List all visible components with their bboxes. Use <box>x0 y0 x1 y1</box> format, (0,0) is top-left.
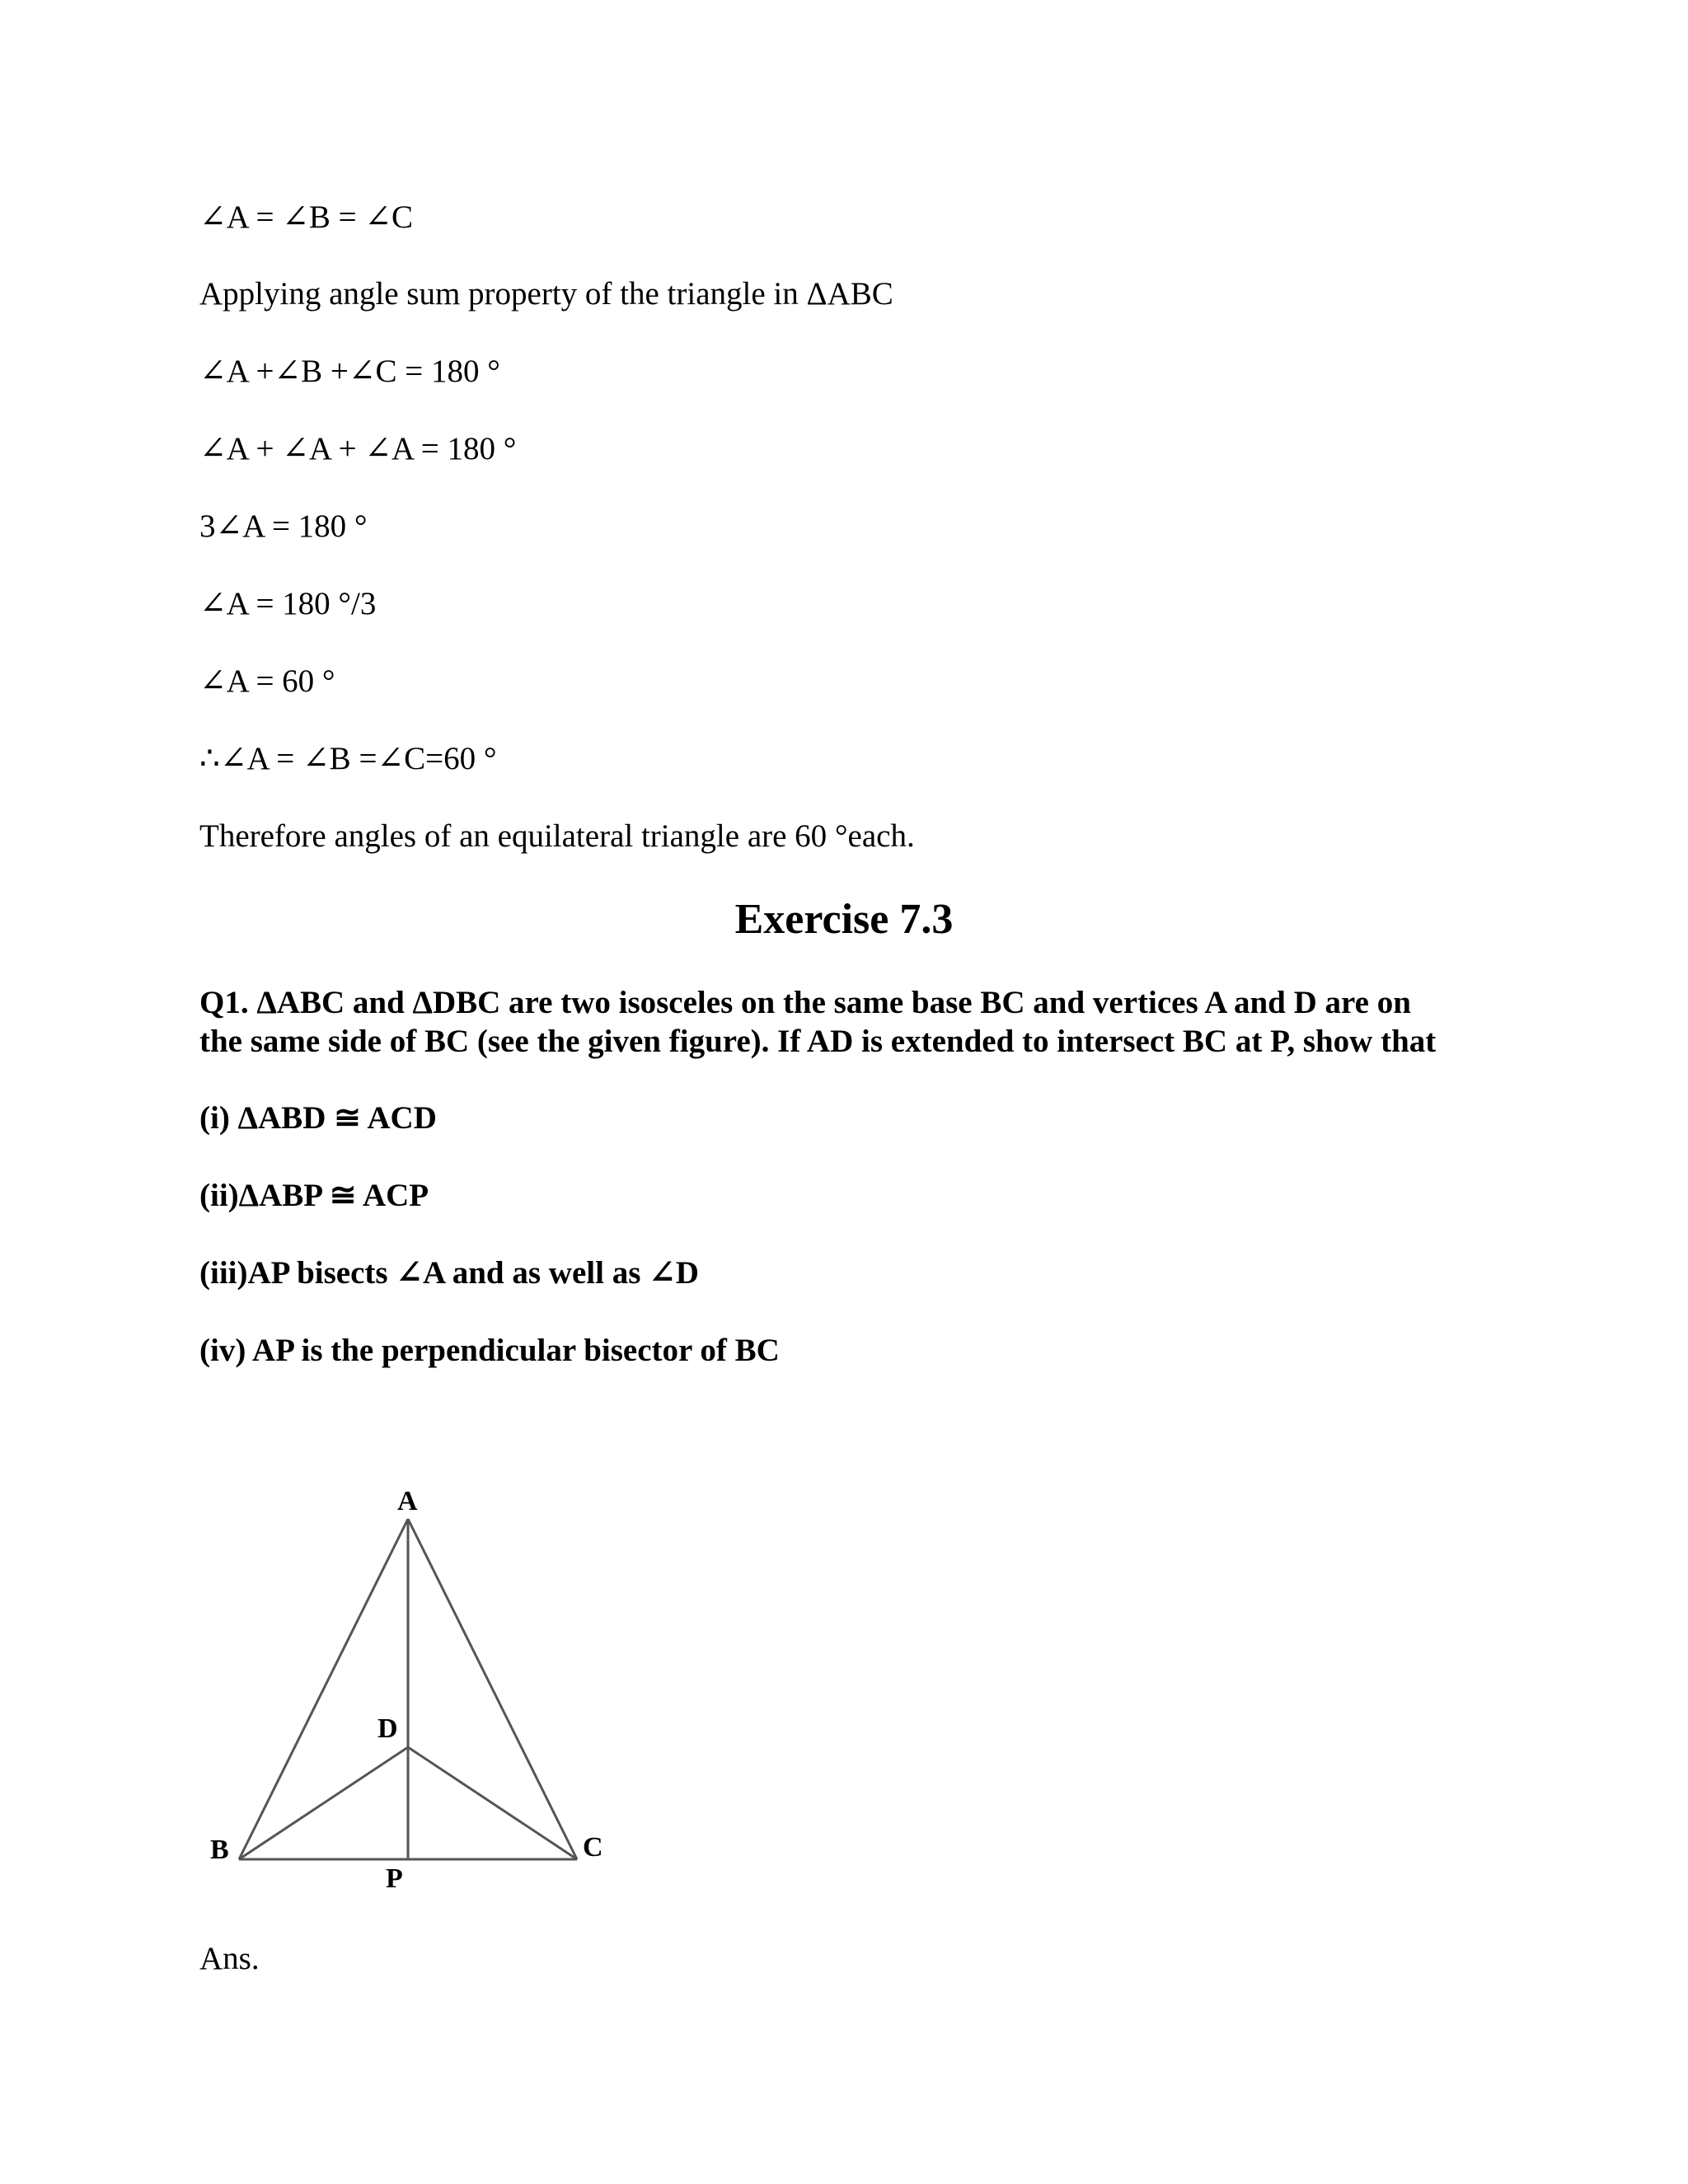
vertex-label-b: B <box>210 1835 229 1865</box>
segment-ac <box>408 1519 577 1859</box>
question-part-3: (iii)AP bisects ∠A and as well as ∠D <box>199 1255 699 1291</box>
segment-ab <box>239 1519 408 1859</box>
proof-line-8: ∴∠A = ∠B =∠C=60 ° <box>199 741 497 776</box>
proof-conclusion: Therefore angles of an equilateral triangle are 60 °each. <box>199 818 915 854</box>
proof-line-3: ∠A +∠B +∠C = 180 ° <box>199 354 500 389</box>
proof-line-7: ∠A = 60 ° <box>199 663 335 699</box>
proof-line-1: ∠A = ∠B = ∠C <box>199 199 414 235</box>
vertex-label-d: D <box>377 1713 398 1744</box>
question-part-4: (iv) AP is the perpendicular bisector of BC <box>199 1333 780 1368</box>
proof-line-2: Applying angle sum property of the triangle in ΔABC <box>199 276 893 312</box>
question-line-2: the same side of BC (see the given figure). If AD is extended to intersect BC at P, show that <box>199 1024 1437 1059</box>
triangle-figure <box>198 1475 659 1904</box>
proof-line-6: ∠A = 180 °/3 <box>199 586 377 621</box>
segment-db <box>239 1747 408 1859</box>
proof-line-4: ∠A + ∠A + ∠A = 180 ° <box>199 431 517 466</box>
proof-line-5: 3∠A = 180 ° <box>199 509 368 544</box>
question-part-1: (i) ΔABD ≅ ACD <box>199 1100 437 1136</box>
vertex-label-c: C <box>583 1832 603 1863</box>
question-text <box>199 983 1551 1061</box>
segment-dc <box>408 1747 577 1859</box>
point-label-p: P <box>386 1863 403 1894</box>
vertex-label-a: A <box>397 1486 418 1516</box>
answer-label: Ans. <box>199 1941 260 1976</box>
question-line-1: Q1. ΔABC and ΔDBC are two isosceles on the same base BC and vertices A and D are on <box>199 985 1411 1020</box>
question-part-2: (ii)ΔABP ≅ ACP <box>199 1178 429 1213</box>
exercise-title: Exercise 7.3 <box>734 896 954 943</box>
